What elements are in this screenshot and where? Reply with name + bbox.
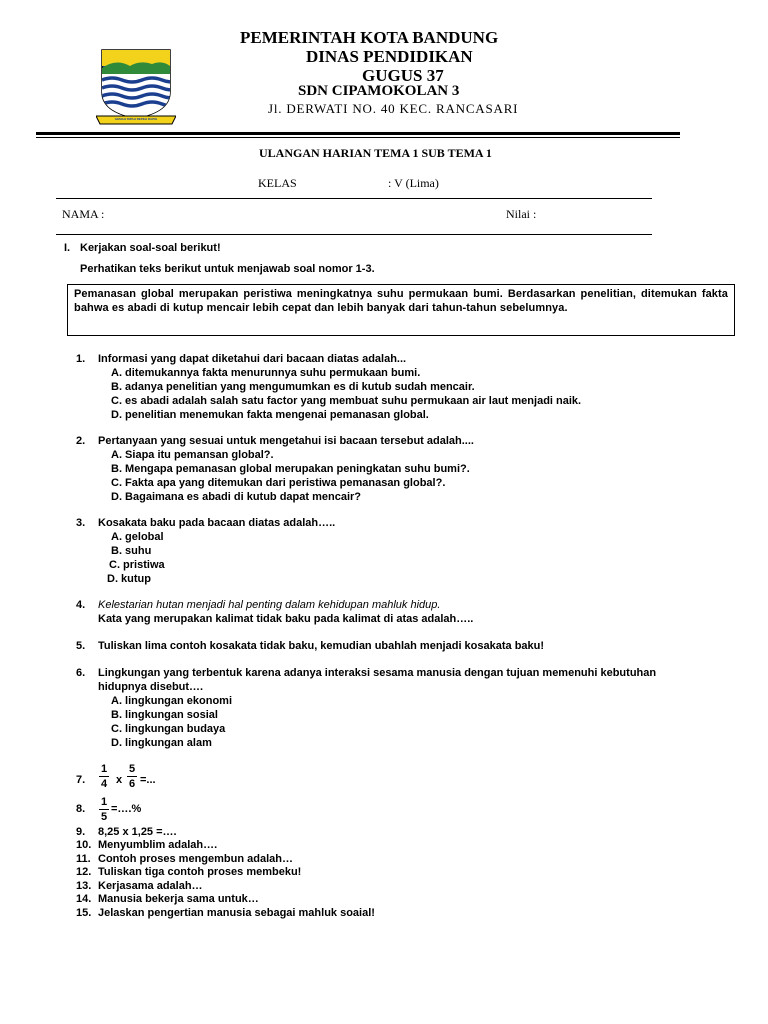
option-a: A. Siapa itu pemansan global?.: [111, 449, 274, 461]
fraction-1-4: [99, 763, 109, 790]
option-c: C. lingkungan budaya: [111, 723, 226, 735]
header-rule-thin: [36, 137, 680, 138]
info-rule-bottom: [56, 234, 652, 235]
reading-passage: Pemanasan global merupakan peristiwa meningkatnya suhu permukaan bumi. Berdasarkan penelitian, ditemukan fakta bahwa es abadi di kutup mencair lebih cepat dan lebih banyak dari tahun-tahun sebelumnya.: [67, 284, 735, 336]
option-b: B. suhu: [111, 545, 152, 557]
question-8-equals: =….%: [111, 803, 142, 815]
school-address: Jl. DERWATI NO. 40 KEC. RANCASARI: [268, 101, 519, 116]
question-number: 6.: [76, 667, 86, 679]
header-line-2: DINAS PENDIDIKAN: [306, 47, 473, 66]
exam-title: ULANGAN HARIAN TEMA 1 SUB TEMA 1: [259, 146, 492, 160]
bandung-city-logo: [96, 46, 176, 128]
section-heading: Kerjakan soal-soal berikut!: [80, 242, 221, 254]
question-text: Lingkungan yang terbentuk karena adanya interaksi sesama manusia dengan tujuan memenuhi kebutuhan: [98, 667, 657, 679]
question-text: Kosakata baku pada bacaan diatas adalah…..: [98, 517, 336, 529]
question-6: [76, 667, 756, 751]
question-9: [76, 826, 736, 840]
option-a: A. gelobal: [111, 531, 164, 543]
question-number: 2.: [76, 435, 86, 447]
question-8-number: 8.: [76, 803, 86, 815]
question-number: 4.: [76, 599, 86, 611]
question-text: Kerjasama adalah…: [98, 880, 203, 892]
option-c: C. pristiwa: [109, 559, 165, 571]
question-text: Tuliskan lima contoh kosakata tidak baku, kemudian ubahlah menjadi kosakata baku!: [98, 640, 545, 652]
question-text: 8,25 x 1,25 =….: [98, 826, 177, 838]
denominator: 4: [100, 778, 108, 790]
question-7-equals: =...: [140, 774, 156, 786]
question-15: [76, 907, 736, 921]
option-c: C. Fakta apa yang ditemukan dari peristiwa pemanasan global?.: [111, 477, 446, 489]
option-c: C. es abadi adalah salah satu factor yang membuat suhu permukaan air laut menjadi naik.: [111, 395, 582, 407]
denominator: 5: [100, 811, 108, 823]
fraction-bar: [127, 776, 137, 777]
question-quote: Kelestarian hutan menjadi hal penting dalam kehidupan mahluk hidup.: [98, 599, 441, 611]
option-a: A. lingkungan ekonomi: [111, 695, 233, 707]
question-text: Kata yang merupakan kalimat tidak baku pada kalimat di atas adalah…..: [98, 613, 474, 625]
question-13: [76, 880, 736, 894]
option-b: B. Mengapa pemanasan global merupakan peningkatan suhu bumi?.: [111, 463, 470, 475]
question-2: [76, 435, 736, 505]
question-text: Jelaskan pengertian manusia sebagai mahluk soaial!: [98, 907, 375, 919]
question-number: 13.: [76, 880, 92, 892]
question-number: 1.: [76, 353, 86, 365]
shield-emblem-icon: [96, 46, 176, 128]
question-number: 10.: [76, 839, 92, 851]
class-label: KELAS: [258, 176, 297, 190]
info-rule-top: [56, 198, 652, 199]
question-7-number: 7.: [76, 774, 86, 786]
student-name-label: NAMA :: [62, 207, 105, 221]
question-5: [76, 640, 736, 656]
fraction-5-6: [127, 763, 137, 790]
class-value: : V (Lima): [388, 176, 439, 190]
header-line-1: PEMERINTAH KOTA BANDUNG: [240, 28, 499, 47]
question-text-continued: hidupnya disebut….: [98, 681, 204, 693]
question-3: [76, 517, 736, 587]
fraction-bar: [99, 809, 109, 810]
multiply-sign: x: [116, 774, 123, 786]
option-d: D. lingkungan alam: [111, 737, 212, 749]
section-number: I.: [64, 242, 71, 254]
question-number: 9.: [76, 826, 86, 838]
option-b: B. adanya penelitian yang mengumumkan es di kutub sudah mencair.: [111, 381, 475, 393]
school-name: SDN CIPAMOKOLAN 3: [298, 83, 460, 99]
question-4: [76, 599, 736, 629]
numerator: 1: [100, 763, 108, 775]
option-d: D. penelitian menemukan fakta mengenai pemanasan global.: [111, 409, 429, 421]
header-rule-thick: [36, 132, 680, 135]
fraction-1-5: [99, 796, 109, 823]
question-10: [76, 839, 736, 853]
question-text: Manusia bekerja sama untuk…: [98, 893, 259, 905]
question-text: Pertanyaan yang sesuai untuk mengetahui isi bacaan tersebut adalah....: [98, 435, 474, 447]
question-1: [76, 353, 736, 423]
question-text: Informasi yang dapat diketahui dari bacaan diatas adalah...: [98, 353, 407, 365]
fraction-bar: [99, 776, 109, 777]
option-d: D. kutup: [107, 573, 151, 585]
question-number: 5.: [76, 640, 86, 652]
question-text: Tuliskan tiga contoh proses membeku!: [98, 866, 302, 878]
question-number: 15.: [76, 907, 92, 919]
question-number: 14.: [76, 893, 92, 905]
question-text: Menyumblim adalah….: [98, 839, 218, 851]
header-line-3: GUGUS 37: [362, 66, 444, 85]
option-b: B. lingkungan sosial: [111, 709, 218, 721]
logo-motto: GEMAH RIPAH REPEH RAPIH: [114, 117, 158, 121]
score-label: Nilai :: [506, 207, 537, 221]
option-d: D. Bagaimana es abadi di kutub dapat mencair?: [111, 491, 362, 503]
question-12: [76, 866, 736, 880]
denominator: 6: [128, 778, 136, 790]
question-number: 11.: [76, 853, 91, 865]
question-text: Contoh proses mengembun adalah…: [98, 853, 293, 865]
question-11: [76, 853, 736, 867]
option-a: A. ditemukannya fakta menurunnya suhu permukaan bumi.: [111, 367, 421, 379]
reading-instruction: Perhatikan teks berikut untuk menjawab soal nomor 1-3.: [80, 263, 375, 275]
numerator: 1: [100, 796, 108, 808]
question-number: 12.: [76, 866, 92, 878]
numerator: 5: [128, 763, 136, 775]
question-number: 3.: [76, 517, 86, 529]
question-14: [76, 893, 736, 907]
